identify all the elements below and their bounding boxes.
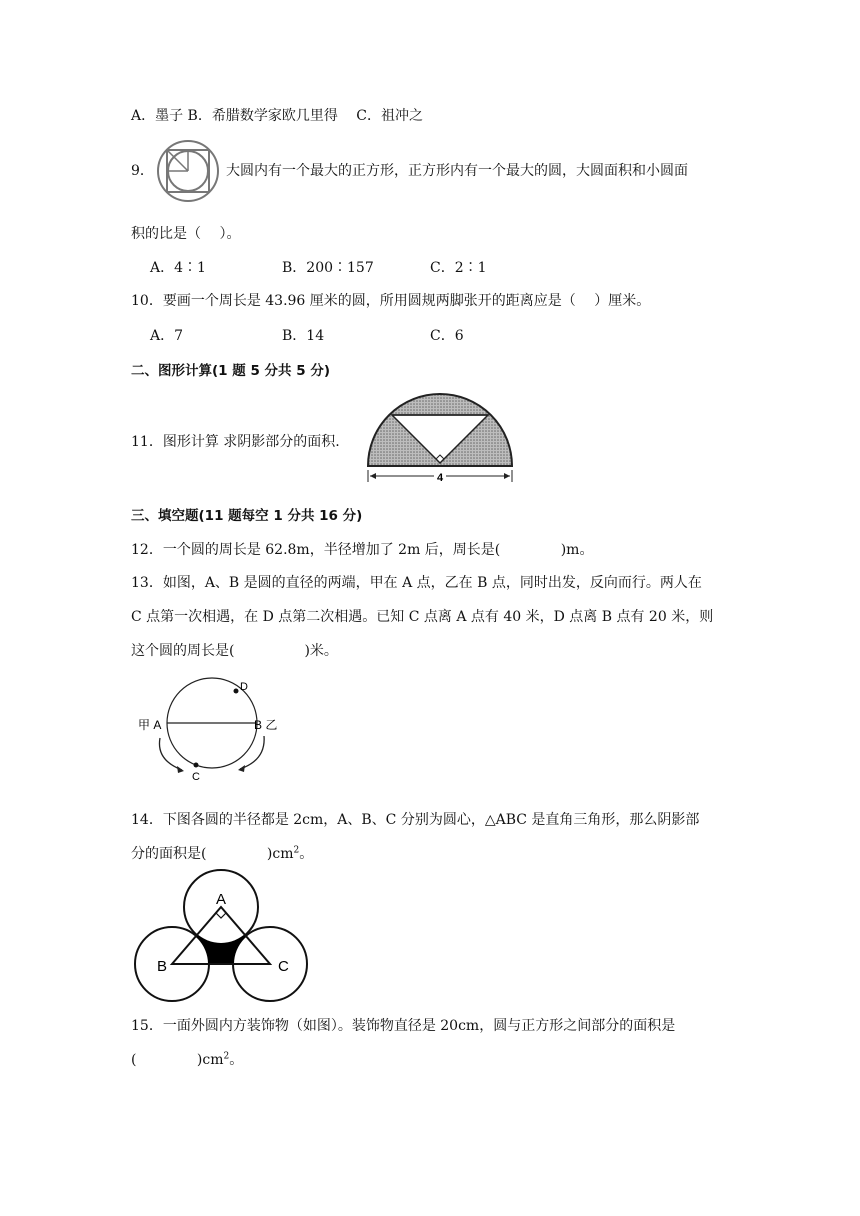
q14-line2: [131, 844, 313, 864]
q9-text-line2: 积的比是（ ）。: [131, 226, 241, 242]
q13-label-d: D: [240, 681, 248, 693]
q10-option-c: C．6: [430, 328, 464, 344]
q9-figure: [154, 139, 222, 203]
q15-line2: [131, 1050, 243, 1070]
q15-line2-end: 。: [229, 1052, 244, 1068]
q14-figure: [130, 868, 330, 1006]
q13-label-right: B 乙: [254, 718, 278, 732]
q14-label-b: B: [157, 958, 168, 975]
q9-option-b: B．200∶157: [282, 260, 374, 276]
q11-text: 11．图形计算 求阴影部分的面积.: [131, 434, 340, 450]
q13-line3: 这个圆的周长是( )米。: [131, 643, 338, 659]
q13-label-left: 甲 A: [138, 718, 162, 732]
q14-label-c: C: [278, 958, 289, 975]
section-heading-3: 三、填空题(11 题每空 1 分共 16 分): [131, 508, 363, 524]
q10-option-b: B．14: [282, 328, 325, 344]
q9-option-c: C．2∶1: [430, 260, 487, 276]
q9-number: 9．: [131, 163, 154, 179]
q11-figure: [362, 388, 518, 486]
q8-options: A．墨子 B．希腊数学家欧几里得 C．祖冲之: [131, 108, 424, 124]
q9-option-a: A．4∶1: [150, 260, 206, 276]
q11-dimension-label: 4: [436, 472, 444, 484]
q13-figure: [134, 676, 284, 786]
q13-label-c: C: [192, 771, 200, 783]
section-heading-2: 二、图形计算(1 题 5 分共 5 分): [131, 363, 331, 379]
q14-label-a: A: [216, 891, 227, 908]
q9-text-line1: 大圆内有一个最大的正方形，正方形内有一个最大的圆，大圆面积和小圆面: [226, 163, 688, 179]
q13-line1: 13．如图，A、B 是圆的直径的两端，甲在 A 点，乙在 B 点，同时出发，反向而行。两人在: [131, 575, 702, 591]
q12-text: 12．一个圆的周长是 62.8m，半径增加了 2m 后，周长是( )m。: [131, 542, 594, 558]
q15-superscript: 2: [223, 1051, 230, 1062]
q14-line1: 14．下图各圆的半径都是 2cm，A、B、C 分别为圆心，△ABC 是直角三角形，那么阴影部: [131, 812, 700, 828]
q14-line2-text: 分的面积是( )cm: [131, 846, 294, 862]
q10-option-a: A．7: [150, 328, 184, 344]
q14-superscript: 2: [293, 845, 300, 856]
q15-line1: 15．一面外圆内方装饰物（如图）。装饰物直径是 20cm，圆与正方形之间部分的面积是: [131, 1018, 676, 1034]
q10-text: 10．要画一个周长是 43.96 厘米的圆，所用圆规两脚张开的距离应是（ ）厘米。: [131, 293, 651, 309]
q13-line2: C 点第一次相遇，在 D 点第二次相遇。已知 C 点离 A 点有 40 米，D 点离 B 点有 20 米，则: [131, 609, 714, 625]
q15-line2-text: ( )cm: [131, 1052, 224, 1068]
q14-line2-end: 。: [299, 846, 314, 862]
